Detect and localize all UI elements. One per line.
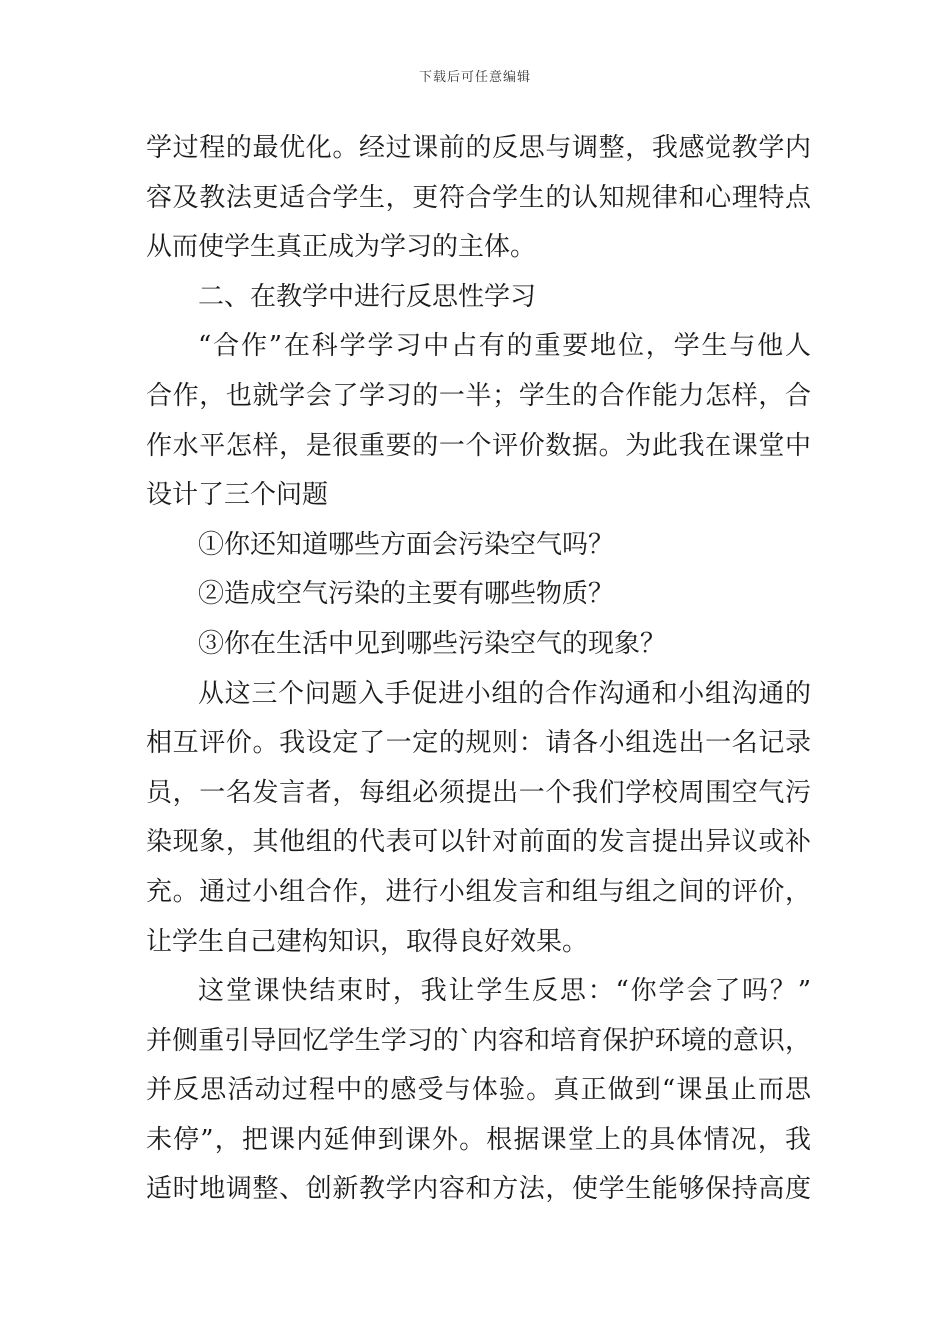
section-heading: 二、在教学中进行反思性学习 <box>198 281 537 312</box>
text-line: 充。通过小组合作，进行小组发言和组与组之间的评价， <box>146 876 811 907</box>
text-line: 这堂课快结束时，我让学生反思：“你学会了吗？” <box>198 976 811 1007</box>
text-line: 适时地调整、创新教学内容和方法，使学生能够保持高度 <box>146 1174 811 1205</box>
text-line: 容及教法更适合学生，更符合学生的认知规律和心理特点 <box>146 182 811 213</box>
text-line: 员，一名发言者，每组必须提出一个我们学校周围空气污 <box>146 777 811 808</box>
text-line: 相互评价。我设定了一定的规则：请各小组选出一名记录 <box>146 728 811 759</box>
text-line: 学过程的最优化。经过课前的反思与调整，我感觉教学内 <box>146 133 811 163</box>
page-header: 下载后可任意编辑 <box>418 70 531 85</box>
document-body <box>146 124 811 1215</box>
question-item: ①你还知道哪些方面会污染空气吗？ <box>198 529 615 560</box>
text-line: “合作”在科学学习中占有的重要地位，学生与他人 <box>198 331 811 362</box>
text-line: 并反思活动过程中的感受与体验。真正做到“课虽止而思 <box>146 1075 811 1106</box>
text-line: 未停”，把课内延伸到课外。根据课堂上的具体情况，我 <box>146 1124 811 1155</box>
question-item: ③你在生活中见到哪些污染空气的现象？ <box>198 628 667 659</box>
text-line: 从这三个问题入手促进小组的合作沟通和小组沟通的 <box>198 678 811 709</box>
text-line: 让学生自己建构知识，取得良好效果。 <box>146 926 589 957</box>
text-line: 合作，也就学会了学习的一半；学生的合作能力怎样，合 <box>146 380 811 411</box>
text-line: 从而使学生真正成为学习的主体。 <box>146 232 537 263</box>
text-line: 设计了三个问题 <box>146 480 329 511</box>
text-line: 作水平怎样，是很重要的一个评价数据。为此我在课堂中 <box>146 430 811 461</box>
question-item: ②造成空气污染的主要有哪些物质？ <box>198 579 615 610</box>
text-line: 并侧重引导回忆学生学习的`内容和培育保护环境的意识， <box>146 1025 811 1056</box>
text-line: 染现象，其他组的代表可以针对前面的发言提出异议或补 <box>146 827 811 858</box>
